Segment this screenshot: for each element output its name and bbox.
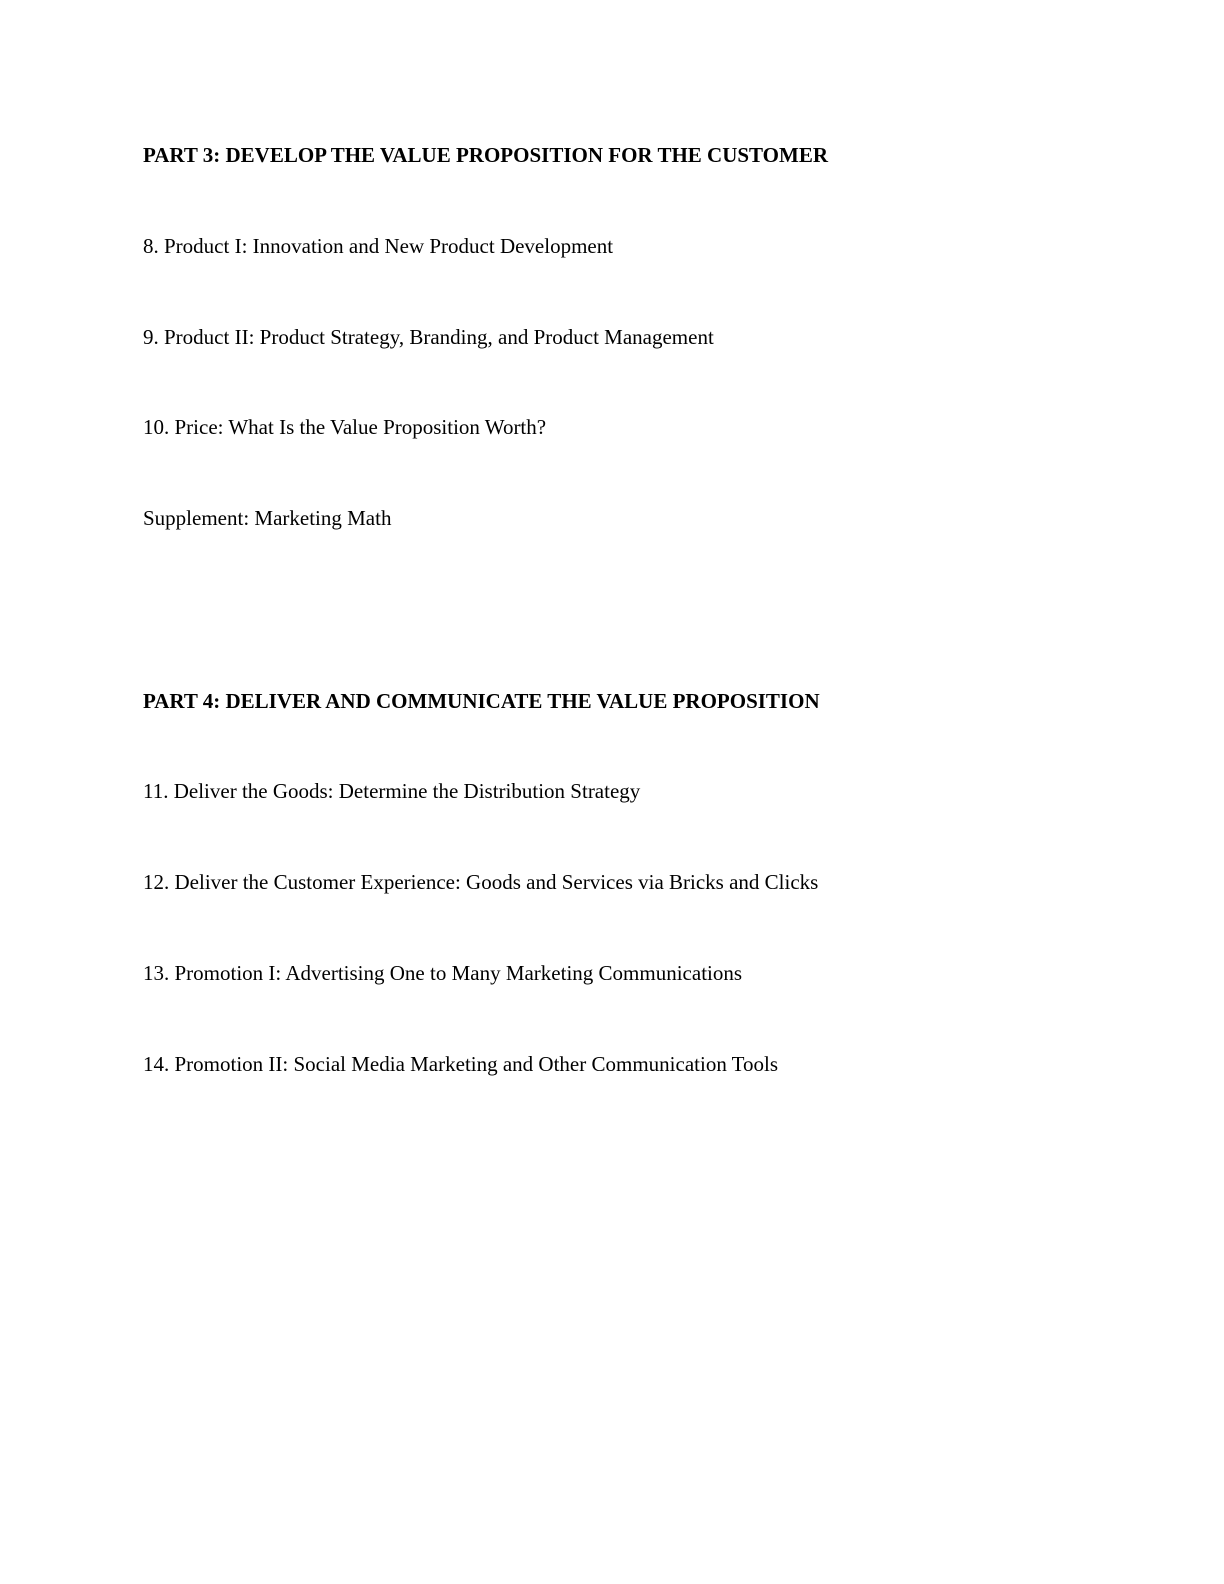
part-4-heading: PART 4: DELIVER AND COMMUNICATE THE VALUE PROPOSITION	[143, 689, 820, 713]
chapter-13-item: 13. Promotion I: Advertising One to Many Marketing Communications	[143, 961, 743, 985]
chapter-8-item: 8. Product I: Innovation and New Product Development	[143, 234, 614, 258]
chapter-12-item: 12. Deliver the Customer Experience: Goods and Services via Bricks and Clicks	[143, 870, 819, 894]
part-3-heading: PART 3: DEVELOP THE VALUE PROPOSITION FOR THE CUSTOMER	[143, 143, 829, 167]
supplement-item: Supplement: Marketing Math	[143, 506, 392, 530]
chapter-11-item: 11. Deliver the Goods: Determine the Distribution Strategy	[143, 779, 641, 803]
chapter-14-item: 14. Promotion II: Social Media Marketing and Other Communication Tools	[143, 1052, 779, 1076]
chapter-9-item: 9. Product II: Product Strategy, Branding, and Product Management	[143, 325, 714, 349]
chapter-10-item: 10. Price: What Is the Value Proposition Worth?	[143, 415, 547, 439]
